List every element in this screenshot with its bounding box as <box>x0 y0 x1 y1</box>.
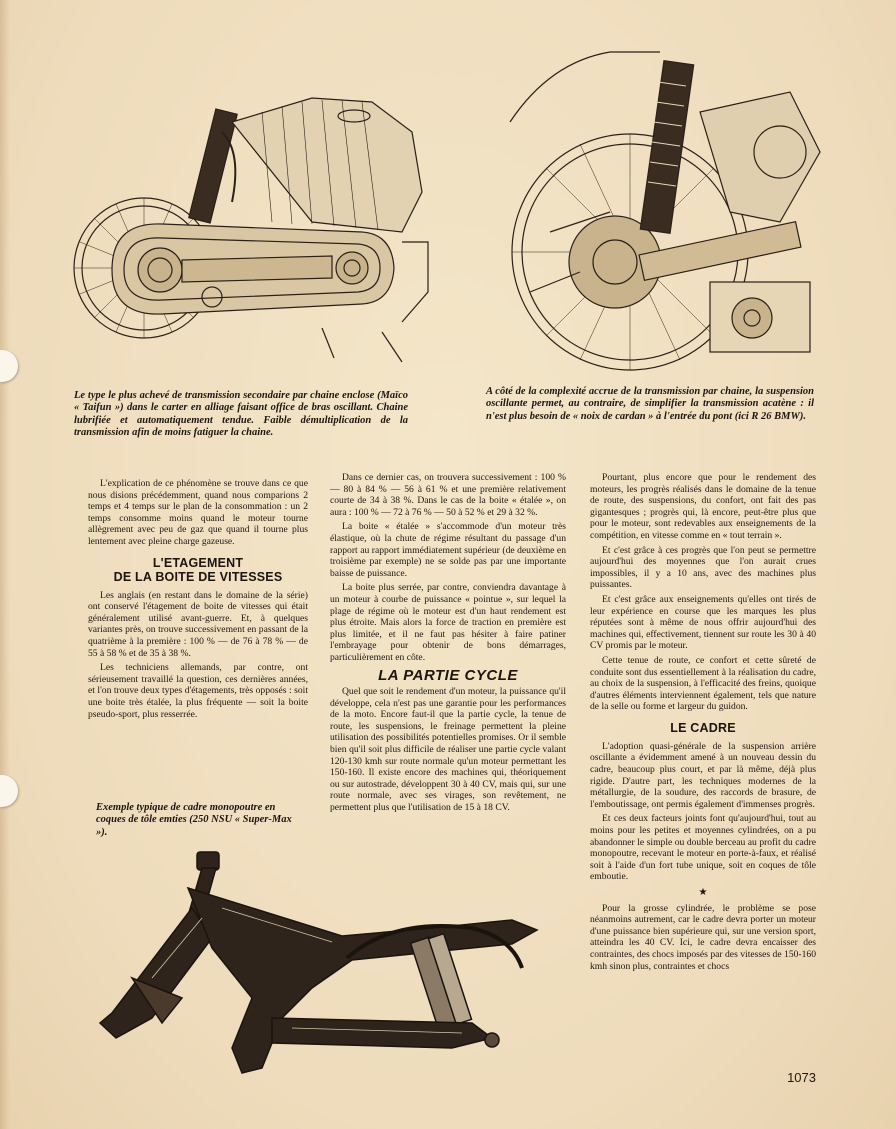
paragraph: Quel que soit le rendement d'un moteur, la puissance qu'il développe, cela n'est pas une garantie pour les performances de la moto. Encore faut-il que la partie cycle, la tenue de route, les suspensions, le freinage permettent la pleine utilisation des possibilités potentielles promises. Or il semble bien qu'il soit plus difficile de réaliser une partie cycle valant 120-130 kmh sur route normale qu'un moteur permettant les 150-160. Il existe encore des machines qui, théoriquement ou sur autostrade, développent 30 à 40 CV, mais qui, sur une route normale, avec ses virages, son revêtement, ne permettent plus que l'utilisation de 15 à 18 CV. <box>330 686 566 814</box>
section-heading-etagement: L'ETAGEMENT DE LA BOITE DE VITESSES <box>113 555 283 584</box>
frame-illustration <box>92 848 542 1083</box>
paragraph: Les anglais (en restant dans le domaine de la série) ont conservé l'étagement de boite de vitesses qui était généralement utilisé avant-guerre. Et, à quelques variantes près, on trouve successivement en passant de la quatrième à la première : 100 % — de 76 à 78 % — de 55 à 58 % et de 35 à 38 %. <box>88 589 308 659</box>
column-3 <box>590 472 816 975</box>
section-heading-partie-cycle: LA PARTIE CYCLE <box>378 666 518 684</box>
star-separator: ★ <box>698 887 708 898</box>
column-2 <box>330 472 566 817</box>
page-edge <box>0 0 10 1129</box>
binder-hole <box>0 775 18 807</box>
paragraph: La boite plus serrée, par contre, conviendra davantage à un moteur à courbe de puissance « pointue », sur lequel la plage de régime où le moteur est d'un haut rendement est plus étroite. Mais alors la force de traction en première est plus limitée, et il ne faut pas hésiter à faire patiner l'embrayage pour obtenir de bons démarrages, particulièrement en côte. <box>330 582 566 663</box>
paragraph: L'explication de ce phénomène se trouve dans ce que nous disions précédemment, quand nous comparions 2 temps et 4 temps sur le plan de la consommation : un 2 temps consomme moins quand le moteur tourne allègrement avec peu de gaz que quand il tourne plus lentement avec pleine charge gazeuse. <box>88 478 308 547</box>
paragraph: Pour la grosse cylindrée, le problème se pose néanmoins autrement, car le cadre devra porter un moteur d'une puissance bien supérieure qui, sur une version sport, atteindra les 40 CV. Ici, le cadre devra encaisser des contraintes, des chocs imposés par des vitesses de 150-160 kmh sinon plus, contraintes et chocs <box>590 902 816 972</box>
binder-hole <box>0 350 18 382</box>
paragraph: Et c'est grâce aux enseignements qu'elles ont tirés de leur expérience en course que les marques les plus réputées sont à même de nous offrir aujourd'hui des machines qui, effectivement, tiennent sur route les 30 à 40 CV promis par le moteur. <box>590 593 816 652</box>
paragraph: L'adoption quasi-générale de la suspension arrière oscillante a évidemment amené à un nouveau dessin du cadre, beaucoup plus court, et par là même, déjà plus rigide. D'autre part, les techniques modernes de la métallurgie, de la soudure, des raccords de brasure, de l'emboutissage, ont permis également d'immenses progrès. <box>590 740 816 810</box>
paragraph: Et c'est grâce à ces progrès que l'on peut se permettre aujourd'hui des moyennes que l'on aurait crues impossibles, il y a 10 ans, avec des machines plus puissantes. <box>590 544 816 591</box>
shaft-drive-illustration <box>490 42 830 372</box>
frame-caption: Exemple typique de cadre monopoutre en coques de tôle emties (250 NSU « Super-Max »). <box>96 802 292 838</box>
column-1 <box>88 478 308 723</box>
paragraph: Cette tenue de route, ce confort et cette sûreté de conduite sont dus essentiellement à la réalisation du cadre, au choix de la suspension, à l'efficacité des freins, quoique d'autres éléments interviennent également, tels que nature de la selle ou forme et largeur du guidon. <box>590 654 816 713</box>
page-number: 1073 <box>787 1070 816 1085</box>
paragraph: Et ces deux facteurs joints font qu'aujourd'hui, tout au moins pour les petites et moyennes cylindrées, on a pu abandonner le simple ou double berceau au profit du cadre monopoutre, recevant le moteur en porte-à-faux, et réalisé soit à l'aide d'un fort tube unique, soit en coques de tôle emboutie. <box>590 813 816 883</box>
paragraph: Les techniciens allemands, par contre, ont sérieusement travaillé la question, ces dernières années, et l'on trouve deux types d'étagements, très opposés : soit une boite très étalée, la plus fréquente — soit la boite pseudo-sport, plus resserrée. <box>88 662 308 720</box>
shaft-drive-caption: A côté de la complexité accrue de la transmission par chaine, la suspension oscillante permet, au contraire, de simplifier la transmission acatène : il n'est plus besoin de « noix de cardan » à l'entrée du pont (ici R 26 BMW). <box>486 386 814 422</box>
section-heading-cadre: LE CADRE <box>670 720 736 735</box>
paragraph: Dans ce dernier cas, on trouvera successivement : 100 % — 80 à 84 % — 56 à 61 % et une première relativement courte de 34 à 38 %. Dans le cas de la boite « étalée », on aura : 100 % — 72 à 76 % — 50 à 52 % et 29 à 32 %. <box>330 472 566 518</box>
chain-drive-caption: Le type le plus achevé de transmission secondaire par chaine enclose (Maïco « Taifun ») dans le carter en alliage faisant office de bras oscillant. Chaine lubrifiée et automatiquement tendue. Faible démultiplication de la transmission afin de moins fatiguer la chaine. <box>74 390 408 439</box>
paragraph: La boite « étalée » s'accommode d'un moteur très élastique, où la chute de régime résultant du passage d'un rapport au rapport immédiatement supérieur (de deuxième en troisième par exemple) ne se solde pas par une importante baisse de puissance. <box>330 521 566 579</box>
paragraph: Pourtant, plus encore que pour le rendement des moteurs, les progrès réalisés dans le domaine de la tenue de route, des suspensions, du confort, ont fait des pas gigantesques ; progrès qui, là encore, peut-être plus que pour le moteur, sont redevables aux enseignements de la compétition, en vitesse comme en « tout terrain ». <box>590 472 816 541</box>
chain-drive-illustration <box>72 92 430 368</box>
